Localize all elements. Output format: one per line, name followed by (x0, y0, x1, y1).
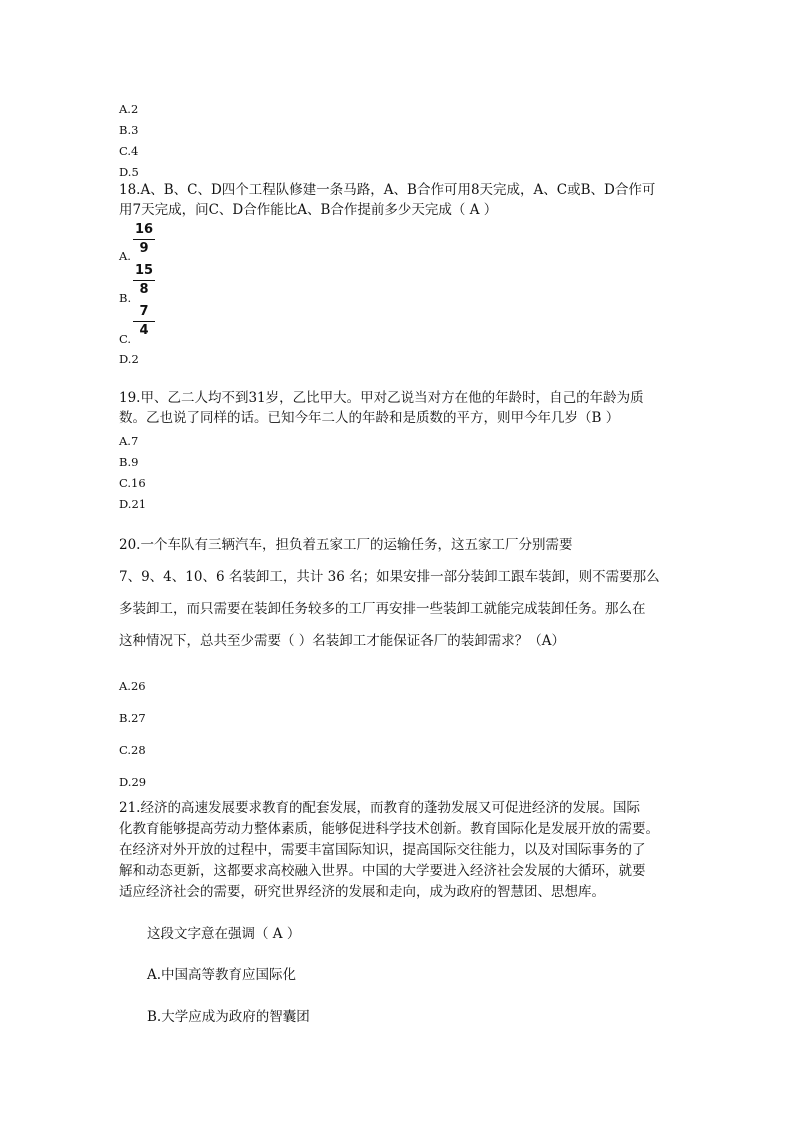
q18-option-a-label: A. (119, 249, 131, 263)
q17-option-b: B.3 (119, 123, 139, 137)
fraction-bar (133, 239, 155, 240)
q17-option-a: A.2 (119, 102, 139, 116)
q18-option-d: D.2 (119, 352, 139, 366)
q18-option-b-fraction (133, 264, 155, 297)
q21-text-line3: 在经济对外开放的过程中，需要丰富国际知识，提高国际交往能力，以及对国际事务的了 (119, 842, 646, 858)
q20-text-line3: 多装卸工，而只需要在装卸任务较多的工厂再安排一些装卸工就能完成装卸任务。那么在 (119, 601, 646, 617)
q20-option-d: D.29 (119, 775, 147, 789)
q18-option-c-fraction (133, 305, 155, 338)
q21-text-line2: 化教育能够提高劳动力整体素质，能够促进科学技术创新。教育国际化是发展开放的需要。 (119, 821, 659, 837)
q20-text-line1: 20.一个车队有三辆汽车，担负着五家工厂的运输任务，这五家工厂分别需要 (119, 537, 573, 553)
fraction-denominator: 8 (139, 282, 149, 297)
q20-option-a: A.26 (119, 679, 146, 693)
q20-text-line4: 这种情况下，总共至少需要（ ）名装卸工才能保证各厂的装卸需求？（A） (119, 633, 566, 649)
q20-option-c: C.28 (119, 743, 146, 757)
q18-option-c-label: C. (119, 332, 132, 346)
q18-option-a-fraction (133, 223, 155, 256)
q21-prompt: 这段文字意在强调（ A ） (147, 926, 301, 942)
q19-option-b: B.9 (119, 455, 139, 469)
q21-text-line4: 解和动态更新，这都要求高校融入世界。中国的大学要进入经济社会发展的大循环，就要 (119, 863, 646, 879)
q19-text-line2: 数。乙也说了同样的话。已知今年二人的年龄和是质数的平方，则甲今年几岁（B ） (119, 410, 620, 426)
q19-option-a: A.7 (119, 434, 139, 448)
q17-option-c: C.4 (119, 144, 139, 158)
fraction-bar (133, 280, 155, 281)
q19-text-line1: 19.甲、乙二人均不到31岁，乙比甲大。甲对乙说当对方在他的年龄时，自己的年龄为质 (119, 390, 644, 406)
fraction-numerator: 7 (139, 304, 149, 319)
q19-option-d: D.21 (119, 497, 147, 511)
fraction-numerator: 16 (134, 222, 154, 237)
q19-option-c: C.16 (119, 476, 146, 490)
q18-text-line1: 18.A、B、C、D四个工程队修建一条马路，A、B合作可用8天完成，A、C或B、D合作可 (119, 182, 656, 198)
q21-option-b: B.大学应成为政府的智囊团 (147, 1009, 310, 1025)
q18-option-b-label: B. (119, 291, 132, 305)
q18-text-line2: 用7天完成，问C、D合作能比A、B合作提前多少天完成（ A ） (119, 202, 498, 218)
q21-option-a: A.中国高等教育应国际化 (147, 967, 297, 983)
q21-text-line5: 适应经济社会的需要，研究世界经济的发展和走向，成为政府的智慧团、思想库。 (119, 884, 605, 900)
q20-option-b: B.27 (119, 711, 146, 725)
fraction-bar (133, 321, 155, 322)
q20-text-line2: 7、9、4、10、6 名装卸工，共计 36 名；如果安排一部分装卸工跟车装卸，则不需要那么 (119, 569, 660, 585)
q17-option-d: D.5 (119, 165, 139, 179)
q21-text-line1: 21.经济的高速发展要求教育的配套发展，而教育的蓬勃发展又可促进经济的发展。国际 (119, 800, 640, 816)
fraction-numerator: 15 (134, 263, 154, 278)
fraction-denominator: 9 (139, 241, 149, 256)
fraction-denominator: 4 (139, 323, 149, 338)
